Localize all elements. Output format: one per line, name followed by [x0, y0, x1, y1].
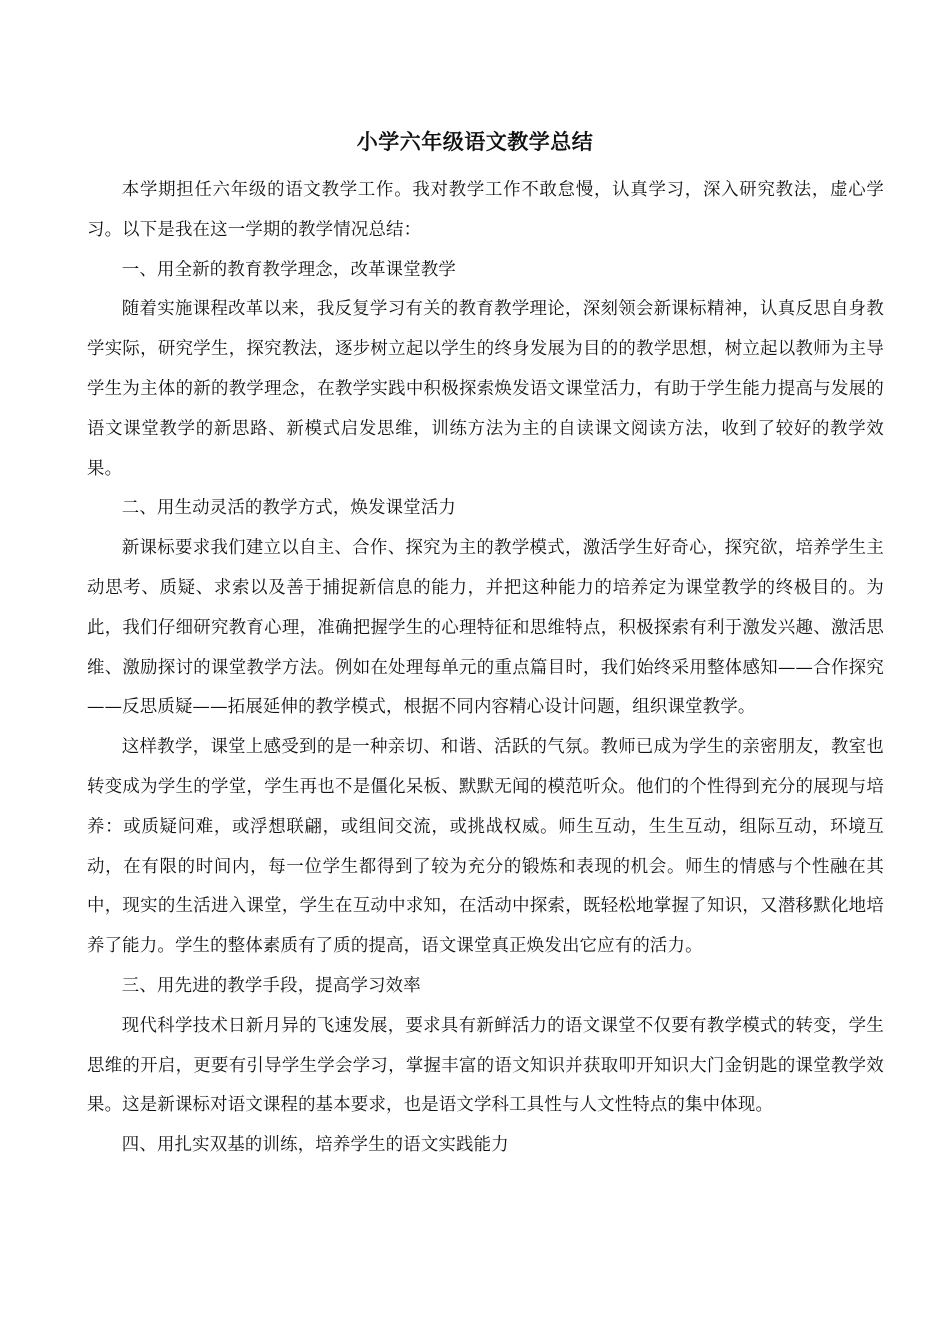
section-3-paragraph: 现代科学技术日新月异的飞速发展，要求具有新鲜活力的语文课堂不仅要有教学模式的转变，学生思维的开启，更要有引导学生学会学习，掌握丰富的语文知识并获取叩开知识大门金钥匙的课堂教学效果。这是新课标对语文课程的基本要求，也是语文学科工具性与人文性特点的集中体现。	[87, 1015, 884, 1116]
section-heading-3: 三、用先进的教学手段，提高学习效率	[121, 975, 421, 996]
section-heading-2: 二、用生动灵活的教学方式，焕发课堂活力	[121, 498, 457, 519]
document-title: 小学六年级语文教学总结	[356, 129, 594, 154]
section-2-paragraph-2: 这样教学，课堂上感受到的是一种亲切、和谐、活跃的气氛。教师已成为学生的亲密朋友，教室也转变成为学生的学堂，学生再也不是僵化呆板、默默无闻的模范听众。他们的个性得到充分的展现与培养：或质疑问难，或浮想联翩，或组间交流，或挑战权威。师生互动，生生互动，组际互动，环境互动，在有限的时间内，每一位学生都得到了较为充分的锻炼和表现的机会。师生的情感与个性融在其中，现实的生活进入课堂，学生在互动中求知，在活动中探索，既轻松地掌握了知识，又潜移默化地培养了能力。学生的整体素质有了质的提高，语文课堂真正焕发出它应有的活力。	[87, 737, 884, 957]
document-body	[87, 171, 884, 1166]
section-heading-4: 四、用扎实双基的训练，培养学生的语文实践能力	[121, 1135, 509, 1156]
section-2-paragraph-1: 新课标要求我们建立以自主、合作、探究为主的教学模式，激活学生好奇心，探究欲，培养学生主动思考、质疑、求索以及善于捕捉新信息的能力，并把这种能力的培养定为课堂教学的终极目的。为此，我们仔细研究教育心理，准确把握学生的心理特征和思维特点，积极探索有利于激发兴趣、激活思维、激励探讨的课堂教学方法。例如在处理每单元的重点篇目时，我们始终采用整体感知——合作探究——反思质疑——拓展延伸的教学模式，根据不同内容精心设计问题，组织课堂教学。	[87, 538, 884, 718]
section-heading-1: 一、用全新的教育教学理念，改革课堂教学	[121, 259, 457, 280]
intro-paragraph: 本学期担任六年级的语文教学工作。我对教学工作不敢怠慢，认真学习，深入研究教法，虚心学习。以下是我在这一学期的教学情况总结：	[87, 180, 884, 240]
section-1-paragraph: 随着实施课程改革以来，我反复学习有关的教育教学理论，深刻领会新课标精神，认真反思自身教学实际，研究学生，探究教法，逐步树立起以学生的终身发展为目的的教学思想，树立起以教师为主导学生为主体的新的教学理念，在教学实践中积极探索焕发语文课堂活力，有助于学生能力提高与发展的语文课堂教学的新思路、新模式启发思维，训练方法为主的自读课文阅读方法，收到了较好的教学效果。	[87, 299, 884, 479]
